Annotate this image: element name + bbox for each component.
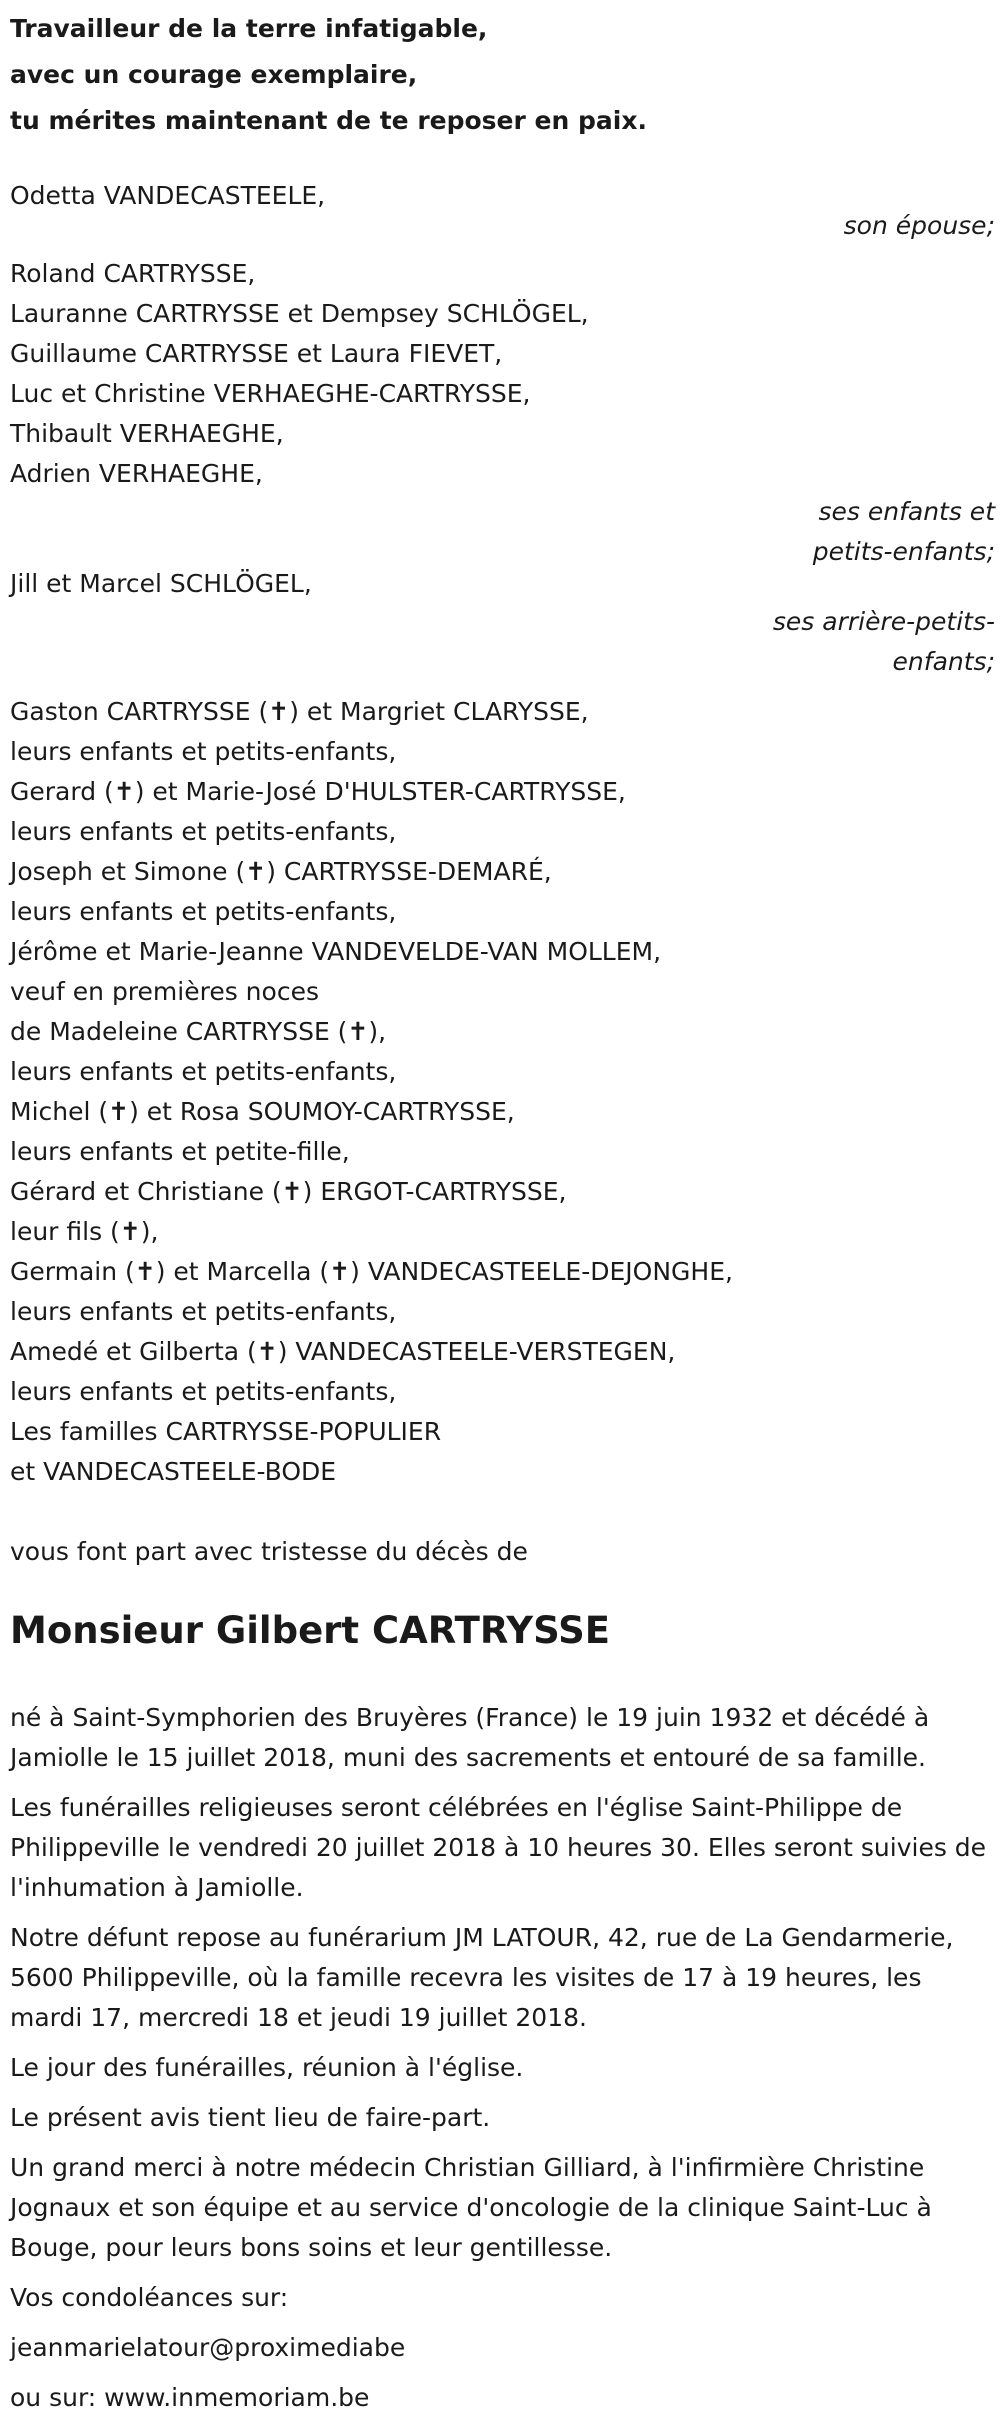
extended-family-list <box>10 692 995 1492</box>
epigraph-line: Travailleur de la terre infatigable, <box>10 14 488 43</box>
family-name-line: Adrien VERHAEGHE, <box>10 459 263 488</box>
relation-label <box>10 642 995 682</box>
condolence-email: jeanmarielatour@proximediabe <box>10 2333 406 2362</box>
children-group <box>10 254 995 572</box>
extended-family-line: leurs enfants et petits-enfants, <box>10 1057 397 1086</box>
spouse-group <box>10 176 995 246</box>
family-name-line: Luc et Christine VERHAEGHE-CARTRYSSE, <box>10 379 531 408</box>
details-paragraph: Le jour des funérailles, réunion à l'église. <box>10 2053 524 2082</box>
details-paragraph: Un grand merci à notre médecin Christian Gilliard, à l'infirmière Christine Jognaux et son équipe et au service d'oncologie de la clinique Saint-Luc à Bouge, pour leurs bons soins et leur gentillesse. <box>10 2153 932 2262</box>
extended-family-line: Gerard (✝) et Marie-José D'HULSTER-CARTRYSSE, <box>10 777 626 806</box>
extended-family-line: Les familles CARTRYSSE-POPULIER <box>10 1417 442 1446</box>
extended-family-line: leurs enfants et petite-fille, <box>10 1137 350 1166</box>
extended-family-line: et VANDECASTEELE-BODE <box>10 1457 337 1486</box>
extended-family-line: Gérard et Christiane (✝) ERGOT-CARTRYSSE, <box>10 1177 567 1206</box>
details-paragraph: Notre défunt repose au funérarium JM LATOUR, 42, rue de La Gendarmerie, 5600 Philippeville, où la famille recevra les visites de 17 à 19 heures, les mardi 17, mercredi 18 et jeudi 19 juillet 2018. <box>10 1923 954 2032</box>
details-paragraph: Les funérailles religieuses seront célébrées en l'église Saint-Philippe de Philippeville le vendredi 20 juillet 2018 à 10 heures 30. Elles seront suivies de l'inhumation à Jamiolle. <box>10 1793 987 1902</box>
extended-family-line: leurs enfants et petits-enfants, <box>10 1297 397 1326</box>
extended-family-line: leurs enfants et petits-enfants, <box>10 1377 397 1406</box>
details-paragraph: Le présent avis tient lieu de faire-part. <box>10 2103 491 2132</box>
extended-family-line: de Madeleine CARTRYSSE (✝), <box>10 1017 387 1046</box>
extended-family-line: leurs enfants et petits-enfants, <box>10 817 397 846</box>
deceased-name: Monsieur Gilbert CARTRYSSE <box>10 1609 611 1652</box>
family-name-line: Thibault VERHAEGHE, <box>10 419 284 448</box>
relation-label <box>10 492 995 532</box>
extended-family-line: leurs enfants et petits-enfants, <box>10 897 397 926</box>
funeral-details <box>10 1698 995 2418</box>
extended-family-line: Gaston CARTRYSSE (✝) et Margriet CLARYSSE, <box>10 697 589 726</box>
obituary-notice <box>10 0 995 2428</box>
family-name-line: Odetta VANDECASTEELE, <box>10 181 326 210</box>
family-name-line: Lauranne CARTRYSSE et Dempsey SCHLÖGEL, <box>10 299 589 328</box>
relation-text: ses enfants et <box>818 497 995 526</box>
family-list <box>10 176 995 2418</box>
relation-text: ses arrière-petits- <box>772 607 995 636</box>
extended-family-line: leur fils (✝), <box>10 1217 159 1246</box>
family-name-line: Roland CARTRYSSE, <box>10 259 256 288</box>
extended-family-line: leurs enfants et petits-enfants, <box>10 737 397 766</box>
family-name-line: Jill et Marcel SCHLÖGEL, <box>10 569 312 598</box>
condolence-website: ou sur: www.inmemoriam.be <box>10 2383 370 2412</box>
announcement-intro: vous font part avec tristesse du décès de <box>10 1537 528 1566</box>
details-paragraph: né à Saint-Symphorien des Bruyères (France) le 19 juin 1932 et décédé à Jamiolle le 15 juillet 2018, muni des sacrements et entouré de sa famille. <box>10 1703 930 1772</box>
extended-family-line: Amedé et Gilberta (✝) VANDECASTEELE-VERSTEGEN, <box>10 1337 676 1366</box>
epigraph-line: tu mérites maintenant de te reposer en paix. <box>10 106 647 135</box>
extended-family-line: Michel (✝) et Rosa SOUMOY-CARTRYSSE, <box>10 1097 515 1126</box>
epigraph-line: avec un courage exemplaire, <box>10 60 418 89</box>
relation-text: enfants; <box>892 647 995 676</box>
epigraph <box>10 6 990 144</box>
family-name-line: Guillaume CARTRYSSE et Laura FIEVET, <box>10 339 503 368</box>
great-grandchildren-group <box>10 564 995 682</box>
extended-family-line: Germain (✝) et Marcella (✝) VANDECASTEELE-DEJONGHE, <box>10 1257 733 1286</box>
extended-family-line: Joseph et Simone (✝) CARTRYSSE-DEMARÉ, <box>10 857 552 886</box>
extended-family-line: veuf en premières noces <box>10 977 319 1006</box>
details-paragraph: Vos condoléances sur: <box>10 2283 289 2312</box>
relation-text: petits-enfants; <box>812 537 995 566</box>
relation-text: son épouse; <box>843 211 995 240</box>
extended-family-line: Jérôme et Marie-Jeanne VANDEVELDE-VAN MOLLEM, <box>10 937 662 966</box>
relation-label <box>10 602 995 642</box>
